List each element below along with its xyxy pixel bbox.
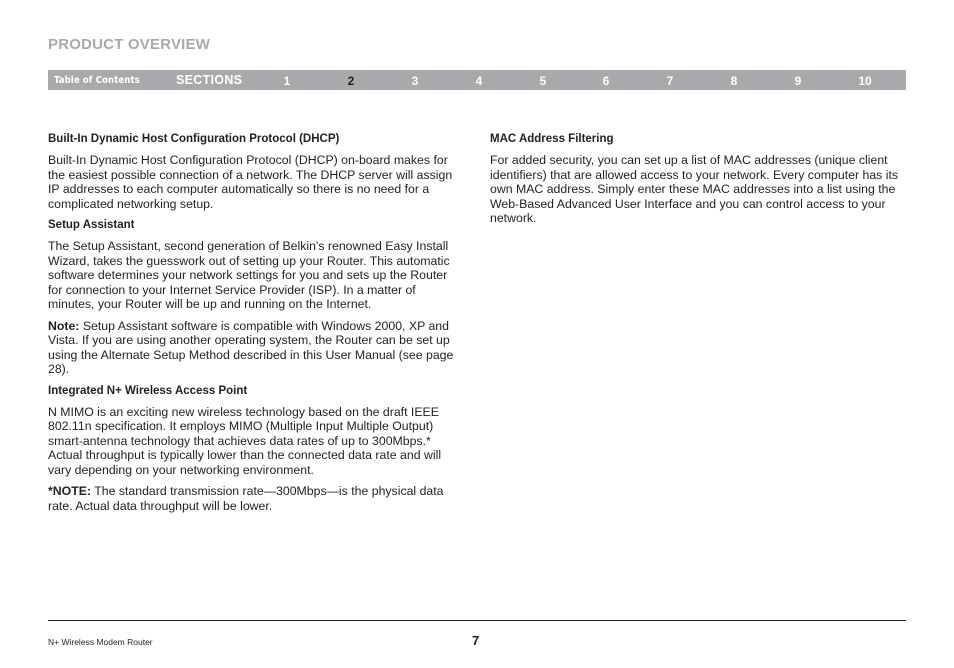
left-column xyxy=(48,132,464,520)
mac-filtering-heading: MAC Address Filtering xyxy=(490,133,614,145)
wireless-body: N MIMO is an exciting new wireless technology based on the draft IEEE 802.11n specification. It employs MIMO (Multiple Input Multiple Output) smart-antenna technology that achieves data rates of up to 300Mbps.* Actual throughput is typically lower than the connected data rate and will vary depending on your networking environment. xyxy=(48,404,442,477)
dhcp-body: Built-In Dynamic Host Configuration Protocol (DHCP) on-board makes for the easiest possible connection of a network. The DHCP server will assign IP addresses to each computer automatically so there is no need for a complicated networking setup. xyxy=(48,153,453,211)
section-link-7[interactable]: 7 xyxy=(666,74,674,88)
page-number: 7 xyxy=(472,633,480,648)
section-link-2[interactable]: 2 xyxy=(347,74,355,88)
footer-divider xyxy=(48,620,906,621)
section-link-3[interactable]: 3 xyxy=(411,74,419,88)
footer-product-name: N+ Wireless Modem Router xyxy=(48,637,153,647)
section-navbar xyxy=(48,70,906,90)
setup-assistant-heading: Setup Assistant xyxy=(48,219,135,231)
dhcp-heading: Built-In Dynamic Host Configuration Protocol (DHCP) xyxy=(48,133,340,145)
section-link-9[interactable]: 9 xyxy=(794,74,802,88)
wireless-heading: Integrated N+ Wireless Access Point xyxy=(48,384,248,397)
setup-assistant-body: The Setup Assistant, second generation of Belkin's renowned Easy Install Wizard, takes the guesswork out of setting up your Router. This automatic software determines your network settings for you and sets up the Router for connection to your Internet Service Provider (ISP). In a matter of minutes, your Router will be up and running on the Internet. xyxy=(48,239,450,311)
wireless-note xyxy=(48,484,464,513)
table-of-contents-link[interactable]: Table of Contents xyxy=(54,75,140,86)
note-text: The standard transmission rate—300Mbps—is the physical data rate. Actual data throughput will be lower. xyxy=(48,484,444,513)
page-section-title: PRODUCT OVERVIEW xyxy=(48,36,211,53)
setup-assistant-note xyxy=(48,319,464,377)
section-link-1[interactable]: 1 xyxy=(283,74,291,88)
section-link-6[interactable]: 6 xyxy=(602,74,610,88)
note-label: *NOTE: xyxy=(48,484,92,498)
sections-label: SECTIONS xyxy=(176,73,243,87)
section-link-10[interactable]: 10 xyxy=(858,74,872,88)
section-link-5[interactable]: 5 xyxy=(539,74,547,88)
section-link-4[interactable]: 4 xyxy=(475,74,483,88)
note-text: Setup Assistant software is compatible with Windows 2000, XP and Vista. If you are using another operating system, the Router can be set up using the Alternate Setup Method described in this User Manual (see page 28). xyxy=(48,318,454,376)
right-column xyxy=(490,132,908,233)
mac-filtering-body: For added security, you can set up a list of MAC addresses (unique client identifiers) that are allowed access to your network. Every computer has its own MAC address. Simply enter these MAC addresses into a list using the Web-Based Advanced User Interface and you can control access to your network. xyxy=(490,153,899,225)
section-link-8[interactable]: 8 xyxy=(730,74,738,88)
note-label: Note: xyxy=(48,318,80,333)
